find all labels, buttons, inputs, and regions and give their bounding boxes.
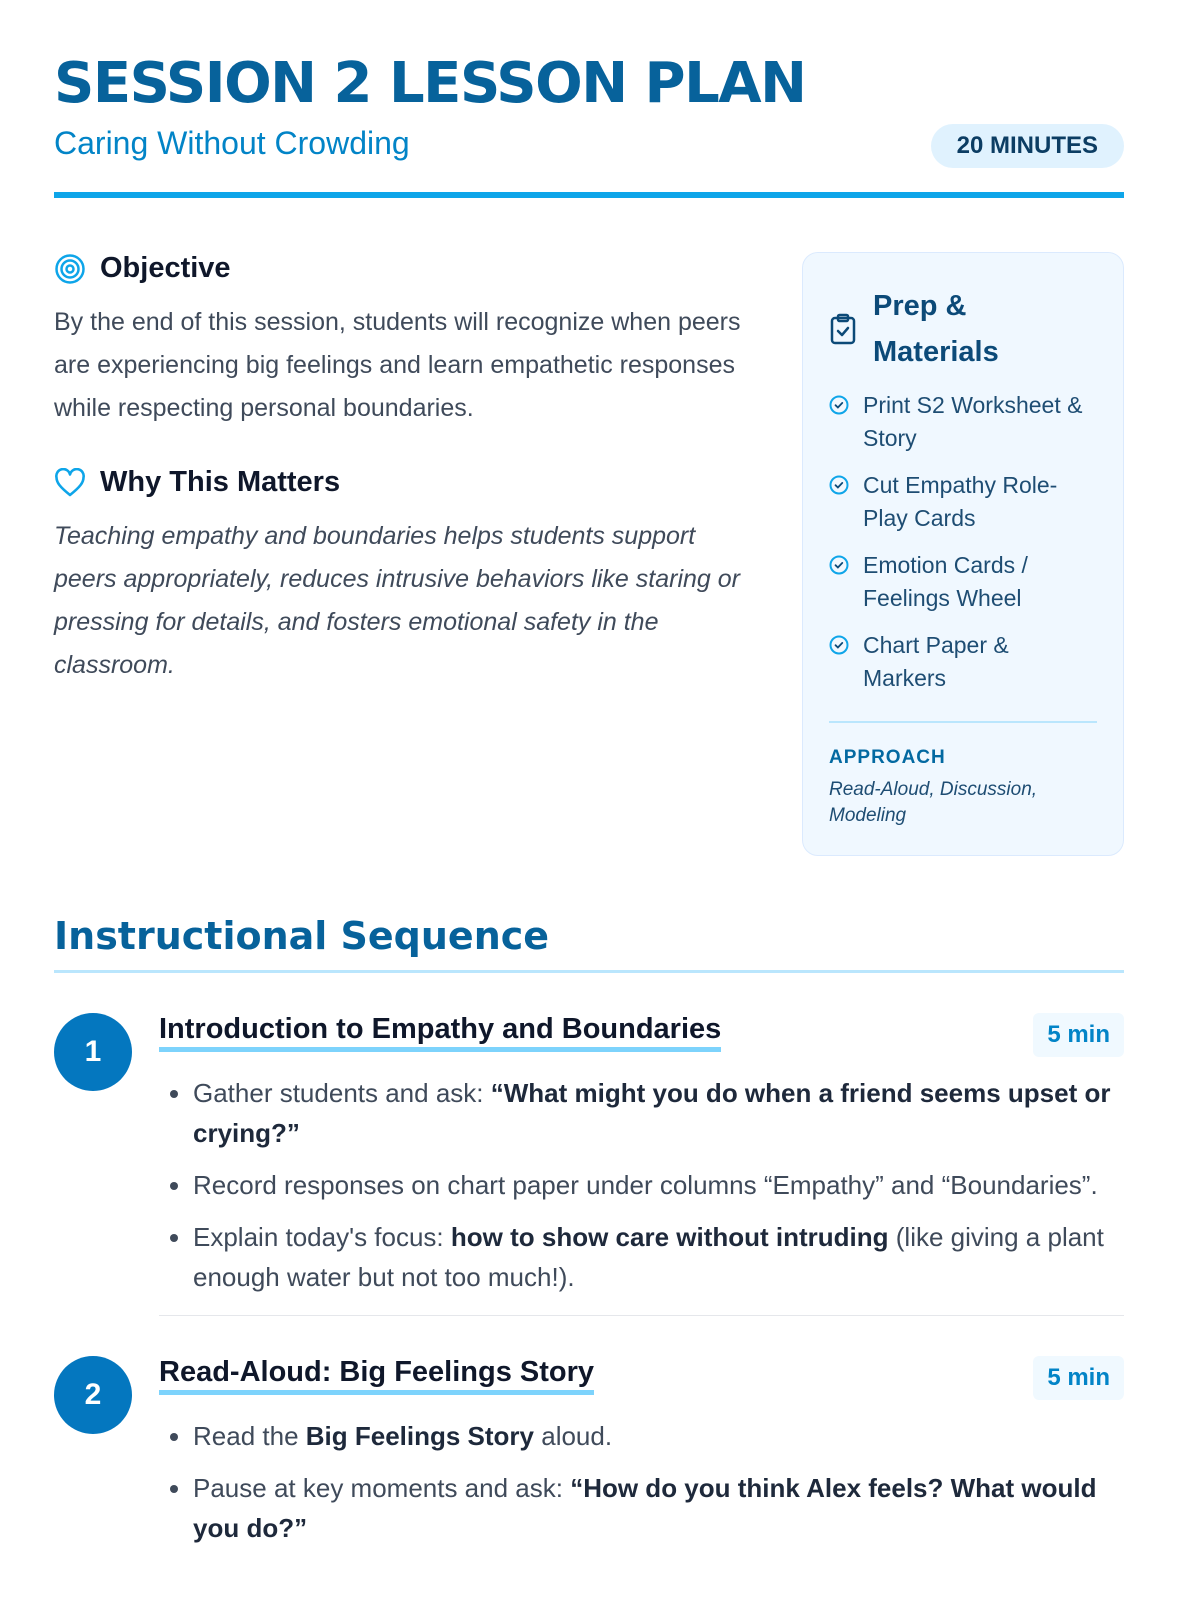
prep-heading: Prep & Materials bbox=[873, 290, 999, 368]
step-number: 2 bbox=[54, 1356, 132, 1434]
step-title: Introduction to Empathy and Boundaries bbox=[159, 1013, 721, 1052]
bullet-emphasis: Big Feelings Story bbox=[305, 1421, 535, 1451]
check-circle-icon bbox=[829, 635, 849, 655]
sequence-step bbox=[54, 1013, 1124, 1316]
step-bullet bbox=[193, 1073, 1124, 1153]
duration-badge: 20 MINUTES bbox=[931, 124, 1124, 168]
material-label: Chart Paper & Markers bbox=[863, 632, 1009, 691]
objective-heading bbox=[54, 252, 746, 285]
step-number: 1 bbox=[54, 1013, 132, 1091]
bullet-text: Explain today's focus: bbox=[193, 1222, 451, 1252]
step-bullet bbox=[193, 1468, 1124, 1548]
approach-label: APPROACH bbox=[829, 747, 946, 768]
why-text: Teaching empathy and boundaries helps students support peers appropriately, reduces intrusive behaviors like staring or pressing for details, and fosters emotional safety in the classroom. bbox=[54, 522, 740, 679]
material-item bbox=[829, 629, 1097, 695]
material-label: Print S2 Worksheet & Story bbox=[863, 392, 1083, 451]
check-circle-icon bbox=[829, 395, 849, 415]
objective-text: By the end of this session, students will recognize when peers are experiencing big feelings and learn empathetic responses while respecting personal boundaries. bbox=[54, 308, 741, 422]
bullet-text: Record responses on chart paper under columns “Empathy” and “Boundaries”. bbox=[193, 1170, 1098, 1200]
material-label: Cut Empathy Role-Play Cards bbox=[863, 472, 1058, 531]
bullet-text: Gather students and ask: bbox=[193, 1078, 491, 1108]
check-circle-icon bbox=[829, 475, 849, 495]
prep-materials-card bbox=[802, 252, 1124, 856]
step-time-badge: 5 min bbox=[1033, 1356, 1124, 1400]
bullet-text-end: (like giving a plant enough water but not too much!). bbox=[193, 1222, 1104, 1292]
header-divider bbox=[54, 192, 1124, 198]
material-label: Emotion Cards / Feelings Wheel bbox=[863, 552, 1028, 611]
heart-icon bbox=[54, 468, 86, 498]
page-title: SESSION 2 LESSON PLAN bbox=[54, 51, 806, 116]
step-bullet bbox=[193, 1165, 1124, 1205]
material-item bbox=[829, 549, 1097, 615]
sequence-step bbox=[54, 1356, 1124, 1560]
page-subtitle: Caring Without Crowding bbox=[54, 124, 410, 161]
step-time-badge: 5 min bbox=[1033, 1013, 1124, 1057]
bullet-emphasis: how to show care without intruding bbox=[450, 1222, 889, 1252]
bullet-text: Pause at key moments and ask: bbox=[193, 1473, 571, 1503]
bullet-emphasis: “What might you do when a friend seems upset or crying?” bbox=[193, 1078, 1111, 1148]
bullet-emphasis: “How do you think Alex feels? What would you do?” bbox=[193, 1473, 1097, 1543]
why-heading bbox=[54, 466, 746, 499]
step-bullet bbox=[193, 1416, 1124, 1456]
target-icon bbox=[54, 253, 86, 285]
material-item bbox=[829, 389, 1097, 455]
step-divider bbox=[159, 1315, 1124, 1316]
bullet-text-end: aloud. bbox=[534, 1421, 613, 1451]
material-item bbox=[829, 469, 1097, 535]
step-title: Read-Aloud: Big Feelings Story bbox=[159, 1356, 594, 1395]
card-divider bbox=[829, 721, 1097, 723]
approach-value: Read-Aloud, Discussion, Modeling bbox=[829, 779, 1038, 826]
sequence-heading: Instructional Sequence bbox=[54, 914, 1124, 973]
clipboard-check-icon bbox=[829, 313, 857, 345]
objective-heading-text: Objective bbox=[100, 252, 231, 284]
check-circle-icon bbox=[829, 555, 849, 575]
why-heading-text: Why This Matters bbox=[100, 466, 341, 498]
bullet-text: Read the bbox=[193, 1421, 306, 1451]
step-bullet bbox=[193, 1217, 1124, 1297]
